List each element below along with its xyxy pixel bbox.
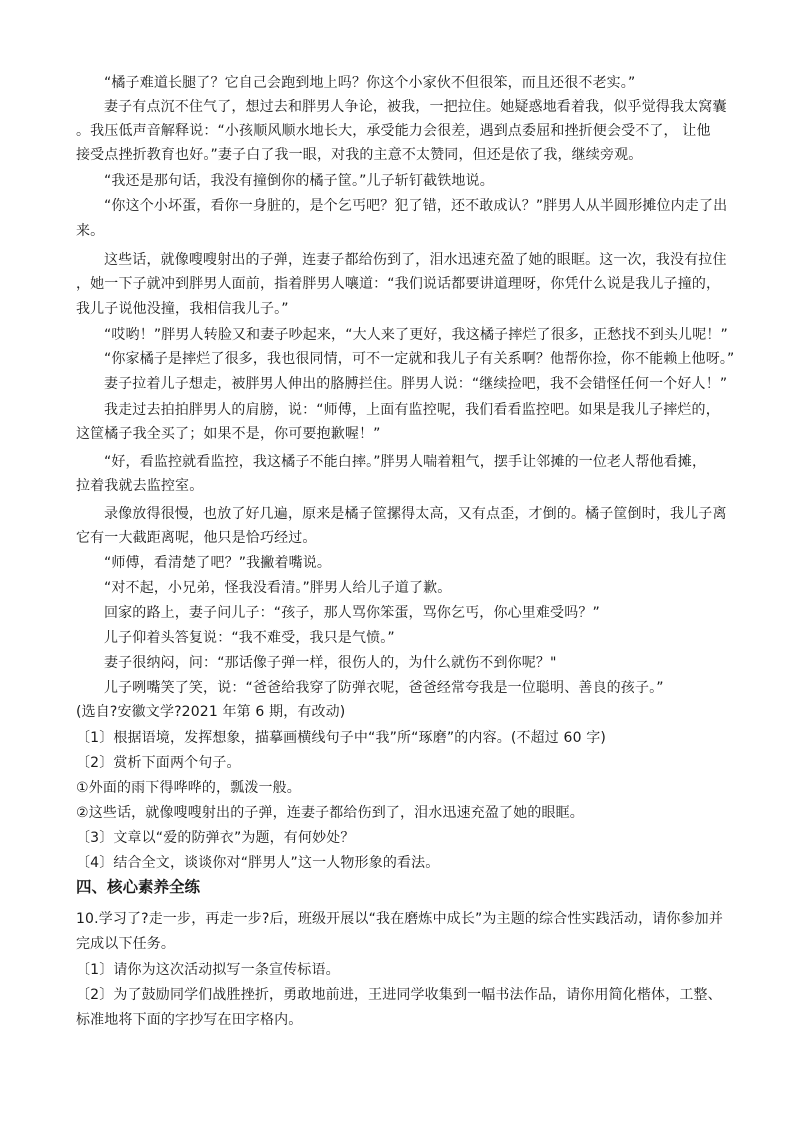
task-2: 〔2〕为了鼓励同学们战胜挫折，勇敢地前进，王进同学收集到一幅书法作品，请你用简化楷体，工整、: [76, 987, 722, 1003]
paragraph-line: “哎哟！”胖男人转脸又和妻子吵起来，“大人来了更好，我这橘子摔烂了很多，正愁找不到头儿呢！”: [104, 327, 728, 343]
paragraph-line: 儿子仰着头答复说：“我不难受，我只是气愤。”: [104, 630, 395, 646]
paragraph-line: “我还是那句话，我没有撞倒你的橘子筐。”儿子斩钉截铁地说。: [104, 173, 494, 189]
paragraph-line: 接受点挫折教育也好。”妻子白了我一眼，对我的主意不太赞同，但还是依了我，继续旁观。: [76, 147, 643, 163]
paragraph-line: 儿子咧嘴笑了笑，说：“爸爸给我穿了防弹衣呢，爸爸经常夸我是一位聪明、善良的孩子。”: [104, 680, 664, 696]
sentence-2: ②这些话，就像嗖嗖射出的子弹，连妻子都给伤到了，泪水迅速充盈了她的眼眶。: [76, 805, 584, 821]
paragraph-line: “你这个小坏蛋，看你一身脏的，是个乞丐吧？犯了错，还不敢成认？”胖男人从半圆形摊位内走了出: [104, 198, 728, 214]
paragraph-line: 妻子很纳闷，问：“那话像子弹一样，很伤人的，为什么就伤不到你呢？": [104, 655, 557, 671]
question-4: 〔4〕结合全文，谈谈你对“胖男人”这一人物形象的看法。: [76, 855, 440, 871]
question-10-continuation: 完成以下任务。: [76, 936, 176, 952]
paragraph-line: 拉着我就去监控室。: [76, 478, 204, 494]
paragraph-line: 妻子拉着儿子想走，被胖男人伸出的胳膊拦住。胖男人说：“继续捡吧，我不会错怪任何一个好人！”: [104, 376, 728, 392]
paragraph-line: “好，看监控就看监控，我这橘子不能白摔。”胖男人喘着粗气，摆手让邻摊的一位老人帮他看摊，: [104, 454, 707, 470]
question-3: 〔3〕文章以“爱的防弹衣”为题，有何妙处？: [76, 830, 355, 846]
paragraph-line: 这些话，就像嗖嗖射出的子弹，连妻子都给伤到了，泪水迅速充盈了她的眼眶。这一次，我没有拉住: [104, 252, 727, 268]
task-1: 〔1〕请你为这次活动拟写一条宣传标语。: [76, 962, 340, 978]
paragraph-line: 。我压低声音解释说：“小孩顺风顺水地长大，承受能力会很差，遇到点委屈和挫折便会受不了， 让他: [76, 123, 711, 139]
paragraph-line: 妻子有点沉不住气了，想过去和胖男人争论，被我，一把拉住。她疑惑地看着我，似乎觉得我太窝囊: [104, 99, 727, 115]
paragraph-line: 录像放得很慢，也放了好几遍，原来是橘子筐摞得太高，又有点歪，才倒的。橘子筐倒时，我儿子离: [104, 506, 727, 522]
sentence-1: ①外面的雨下得哗哗的，瓢泼一般。: [76, 780, 301, 796]
paragraph-line: “你家橘子是摔烂了很多，我也很同情，可不一定就和我儿子有关系啊？他帮你捡，你不能赖上他呀。”: [104, 351, 735, 367]
paragraph-line: 我走过去拍拍胖男人的肩膀，说：“师傅，上面有监控呢，我们看看监控吧。如果是我儿子摔烂的，: [104, 402, 720, 418]
paragraph-line: 来。: [76, 223, 105, 239]
section-heading: 四、核心素养全练: [76, 878, 201, 896]
task-2-continuation: 标准地将下面的字抄写在田字格内。: [76, 1012, 303, 1028]
paragraph-line: “师傅，看清楚了吧？”我撇着嘴说。: [104, 555, 332, 571]
paragraph-line: ，她一下子就冲到胖男人面前，指着胖男人嚷道：“我们说话都要讲道理呀，你凭什么说是我儿子撞的，: [76, 276, 721, 292]
paragraph-line: 这筐橘子我全买了；如果不是，你可要抱歉喔！”: [76, 426, 381, 442]
question-1: 〔1〕根据语境，发挥想象，描摹画横线句子中“我”所“琢磨”的内容。(不超过 60 字): [76, 730, 607, 746]
question-2: 〔2〕赏析下面两个句子。: [76, 755, 241, 771]
source-citation: (选自?安徽文学?2021 年第 6 期，有改动): [76, 704, 346, 720]
paragraph-line: “对不起，小兄弟，怪我没看清。”胖男人给儿子道了歉。: [104, 580, 452, 596]
paragraph-line: 回家的路上，妻子问儿子：“孩子，那人骂你笨蛋，骂你乞丐，你心里难受吗？”: [104, 605, 600, 621]
paragraph-line: 我儿子说他没撞，我相信我儿子。”: [76, 301, 289, 317]
paragraph-line: “橘子难道长腿了？它自己会跑到地上吗？你这个小家伙不但很笨，而且还很不老实。”: [104, 75, 636, 91]
paragraph-line: 它有一大截距离呢，他只是恰巧经过。: [76, 530, 317, 546]
question-10: 10.学习了?走一步，再走一步?后，班级开展以“我在磨炼中成长”为主题的综合性实践活动，请你参加并: [76, 911, 723, 927]
